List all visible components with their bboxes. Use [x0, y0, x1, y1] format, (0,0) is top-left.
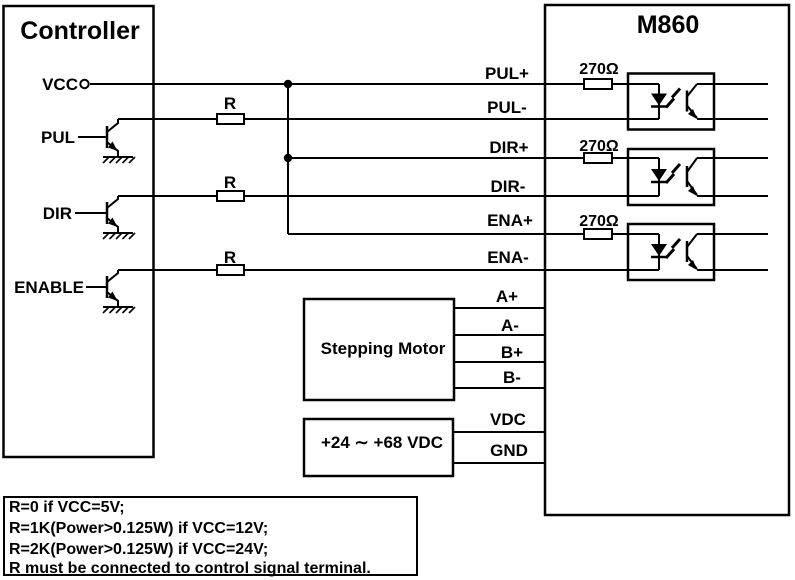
terminal-label-pul-minus: PUL- [487, 98, 527, 117]
note-line-3: R=2K(Power>0.125W) if VCC=24V; [9, 541, 269, 558]
terminal-label-a-plus: A+ [495, 287, 519, 306]
terminal-label-b-minus: B- [503, 368, 521, 387]
motor-label: Stepping Motor [320, 339, 446, 358]
terminal-label-dir-minus: DIR- [490, 177, 526, 196]
junction-dot [284, 154, 292, 162]
signal-wires [80, 80, 659, 270]
signal-label-vcc: VCC [42, 75, 78, 94]
terminal-label-ena-minus: ENA- [487, 248, 529, 267]
terminal-label-pul-plus: PUL+ [485, 64, 529, 83]
light-bolt-icon [672, 164, 680, 173]
terminal-label-vdc: VDC [490, 410, 526, 429]
dir-transistor [75, 196, 135, 239]
led-icon [651, 94, 667, 106]
terminal-label-ena-plus: ENA+ [487, 211, 533, 230]
optocoupler-ena [628, 224, 714, 280]
resistor-r-pul [217, 114, 244, 124]
note-line-4: R must be connected to control signal terminal. [9, 560, 371, 577]
driver-title: M860 [636, 11, 700, 39]
controller-title: Controller [20, 17, 140, 45]
enable-transistor [86, 270, 135, 313]
signal-label-pul: PUL [41, 128, 75, 147]
resistor-label-270-ena: 270Ω [579, 213, 619, 230]
notes-text [9, 499, 371, 577]
optocoupler-pul [628, 74, 714, 130]
power-supply-label: +24 ∼ +68 VDC [321, 433, 443, 452]
led-icon [651, 169, 667, 181]
led-icon [651, 244, 667, 256]
note-line-1: R=0 if VCC=5V; [9, 499, 125, 516]
terminal-label-dir-plus: DIR+ [489, 138, 529, 157]
terminal-label-b-plus: B+ [500, 343, 524, 362]
resistor-label-r-ena: R [223, 248, 237, 267]
controller-box [4, 6, 154, 457]
ground-symbol [103, 157, 135, 163]
ground-symbol [103, 307, 135, 313]
pul-transistor [78, 119, 135, 163]
motor-power-wires [453, 308, 545, 463]
resistor-label-r-dir: R [223, 173, 237, 192]
resistor-label-270-pul: 270Ω [579, 61, 619, 78]
resistor-270-ena [584, 229, 612, 239]
note-line-2: R=1K(Power>0.125W) if VCC=12V; [9, 520, 269, 537]
resistor-r-dir [217, 191, 244, 201]
ground-symbol [103, 233, 135, 239]
resistor-270-pul [584, 79, 612, 89]
terminal-label-gnd: GND [490, 441, 528, 460]
opto-output-wires [697, 84, 768, 270]
junction-dot [284, 80, 292, 88]
light-bolt-icon [672, 89, 680, 98]
resistor-label-r-pul: R [223, 94, 237, 113]
resistor-label-270-dir: 270Ω [579, 138, 619, 155]
signal-label-dir: DIR [42, 204, 72, 223]
terminal-label-a-minus: A- [501, 316, 519, 335]
light-bolt-icon [672, 239, 680, 248]
m860-driver-box [545, 5, 789, 515]
vcc-terminal-circle [80, 80, 88, 88]
signal-label-enable: ENABLE [14, 278, 84, 297]
